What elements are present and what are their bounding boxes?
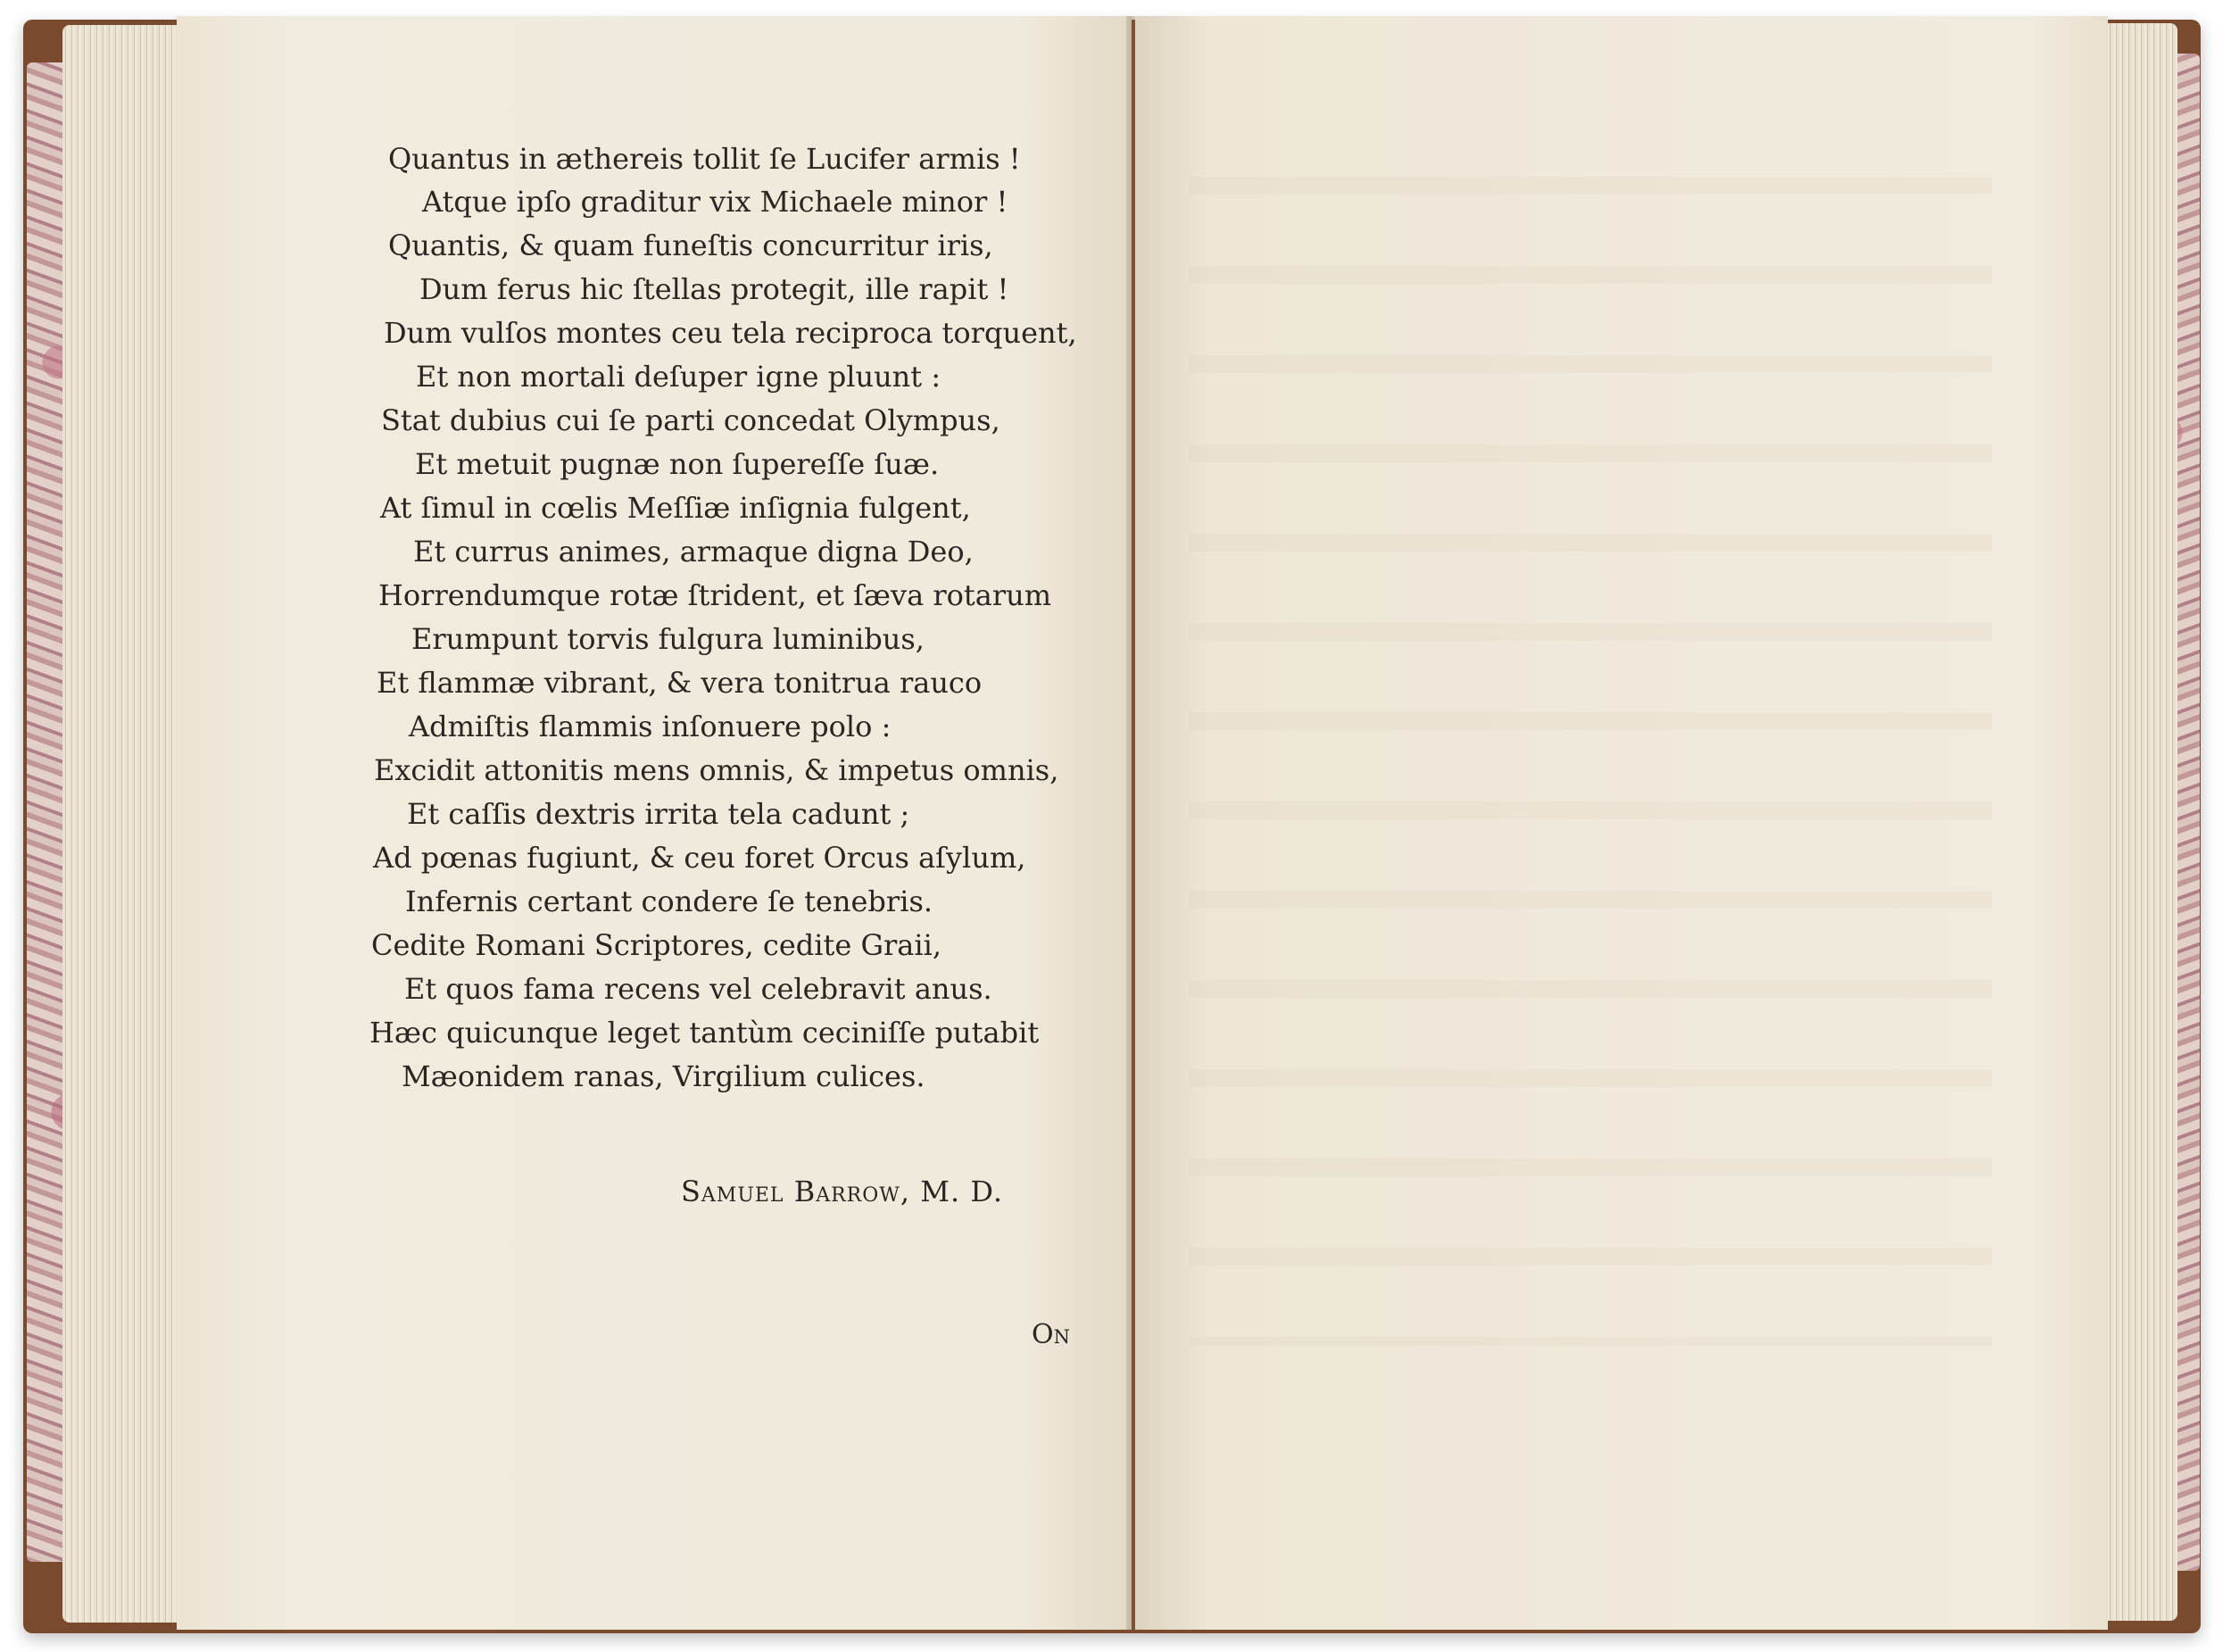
verse-line: Cedite Romani Scriptores, cedite Graii, bbox=[371, 928, 942, 962]
author-signature: Samuel Barrow, M. D. bbox=[681, 1175, 1004, 1208]
left-page bbox=[177, 16, 1132, 1630]
show-through-text bbox=[1189, 141, 1992, 1346]
verse-line: Stat dubius cui ſe parti concedat Olympus, bbox=[381, 403, 1000, 437]
catchword: On bbox=[1032, 1319, 1070, 1350]
verse-line: Hæc quicunque leget tantùm ceciniſſe putabit bbox=[369, 1016, 1040, 1050]
verse-line: Horrendumque rotæ ſtrident, et ſæva rotarum bbox=[378, 578, 1052, 612]
verse-line: Dum ferus hic ſtellas protegit, ille rapit ! bbox=[419, 272, 1009, 306]
verse-line: Dum vulſos montes ceu tela reciproca torquent, bbox=[384, 316, 1077, 350]
verse-line: Et quos fama recens vel celebravit anus. bbox=[404, 972, 992, 1006]
verse-line: Et non mortali deſuper igne pluunt : bbox=[416, 360, 941, 394]
verse-line: Quantus in æthereis tollit ſe Lucifer armis ! bbox=[388, 142, 1021, 176]
verse-line: Admiſtis flammis inſonuere polo : bbox=[409, 710, 892, 743]
poem-text bbox=[177, 16, 1132, 1630]
verse-line: Et flammæ vibrant, & vera tonitrua rauco bbox=[377, 666, 983, 700]
verse-line: Atque ipſo graditur vix Michaele minor ! bbox=[422, 185, 1008, 219]
verse-line: Et metuit pugnæ non ſupereſſe ſuæ. bbox=[415, 447, 940, 481]
verse-line: Excidit attonitis mens omnis, & impetus omnis, bbox=[374, 753, 1059, 787]
right-page bbox=[1135, 16, 2108, 1630]
verse-line: Erumpunt torvis fulgura luminibus, bbox=[411, 622, 925, 656]
verse-line: At ſimul in cœlis Meſſiæ inſignia fulgent, bbox=[380, 491, 971, 525]
verse-line: Et caſſis dextris irrita tela cadunt ; bbox=[407, 797, 910, 831]
verse-line: Et currus animes, armaque digna Deo, bbox=[413, 535, 974, 569]
verse-line: Infernis certant condere ſe tenebris. bbox=[405, 884, 933, 918]
verse-line: Mæonidem ranas, Virgilium culices. bbox=[402, 1059, 925, 1093]
verse-line: Quantis, & quam funeſtis concurritur iris, bbox=[388, 228, 993, 262]
verse-line: Ad pœnas fugiunt, & ceu foret Orcus aſylum, bbox=[373, 841, 1026, 875]
